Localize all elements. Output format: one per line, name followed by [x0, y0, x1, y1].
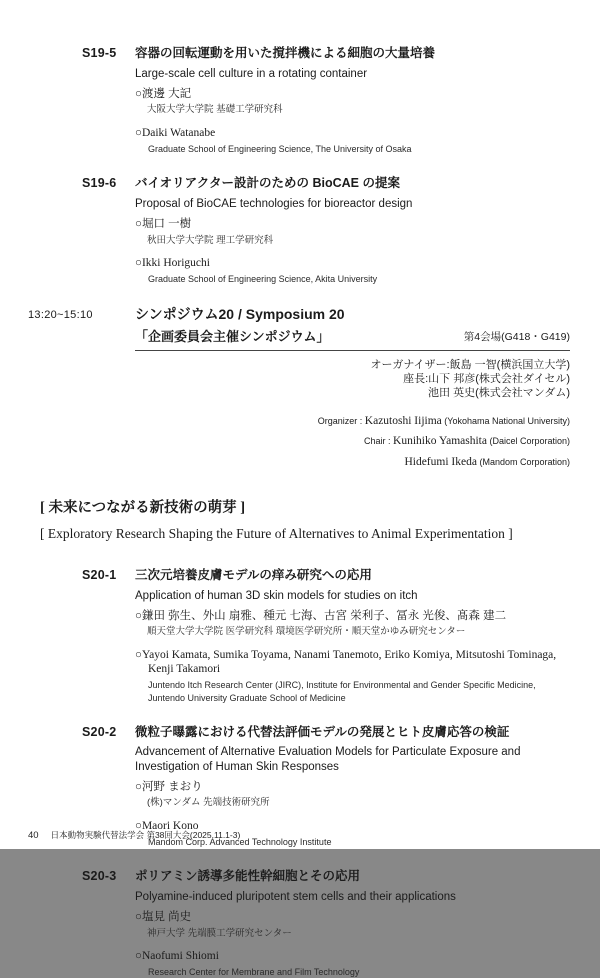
presentation-affiliation-en: Mandom Corp. Advanced Technology Institute	[148, 837, 332, 848]
presentation-authors-en: ○Ikki Horiguchi	[135, 256, 210, 269]
presentation-entry	[28, 869, 570, 978]
presentation-authors-jp: ○渡邊 大記	[135, 88, 192, 100]
presentation-code: S20-1	[82, 567, 117, 582]
presentation-authors-jp: ○河野 まおり	[135, 781, 203, 794]
presentation-affiliation-jp: (株)マンダム 先端技術研究所	[147, 797, 270, 809]
presentation-body	[135, 46, 570, 155]
chair-line-en	[135, 430, 570, 451]
session-theme-en: [ Exploratory Research Shaping the Future of Alternatives to Animal Experimentation ]	[40, 525, 513, 541]
presentation-title-jp: 容器の回転運動を用いた撹拌機による細胞の大量培養	[135, 46, 436, 60]
presentation-affiliation-en: Research Center for Membrane and Film Technology	[148, 967, 360, 978]
presentation-entry	[28, 176, 570, 285]
presentation-body	[135, 176, 570, 285]
chair-affiliation: (Daicel Corporation)	[486, 436, 570, 447]
organizer-label: Organizer :	[317, 415, 365, 426]
chair-line-jp: 座長:山下 邦彦(株式会社ダイセル)	[403, 373, 570, 386]
session-time: 13:20~15:10	[28, 309, 93, 322]
presentation-affiliation-jp: 順天堂大学大学院 医学研究科 環境医学研究所・順天堂かゆみ研究センター	[147, 626, 466, 638]
session-theme	[40, 496, 570, 542]
organizer-affiliation: (Yokohama National University)	[441, 415, 570, 426]
chair-line-en	[135, 451, 570, 472]
presentation-affiliation-jp: 秋田大学大学院 理工学研究科	[147, 234, 274, 246]
chair-affiliation: (Mandom Corporation)	[476, 457, 570, 468]
presentation-title-en: Advancement of Alternative Evaluation Models for Particulate Exposure and Investigation of Human Skin Responses	[135, 746, 521, 773]
presentation-body	[135, 869, 570, 978]
session-subtitle-row	[135, 326, 570, 345]
session-title-block	[135, 306, 570, 471]
presentation-authors-en: ○Naofumi Shiomi	[135, 949, 219, 962]
page-footer	[28, 829, 240, 841]
session-venue: 第4会場(G418・G419)	[463, 331, 570, 344]
session-title: シンポジウム20 / Symposium 20	[135, 306, 345, 323]
presentation-title-jp: 微粒子曝露における代替法評価モデルの発展とヒト皮膚応答の検証	[135, 724, 510, 739]
presentation-code: S19-6	[82, 176, 117, 191]
presentation-authors-jp: ○塩見 尚史	[135, 911, 192, 924]
chair-line-jp: 池田 英史(株式会社マンダム)	[428, 387, 570, 400]
organizers-jp	[135, 358, 570, 400]
presentation-title-jp: ポリアミン誘導多能性幹細胞とその応用	[135, 869, 361, 884]
session-subtitle: 「企画委員会主催シンポジウム」	[135, 329, 330, 345]
presentation-code: S20-3	[82, 869, 117, 884]
presentation-code: S19-5	[82, 46, 117, 60]
header-rule	[135, 350, 570, 351]
organizer-line-en	[135, 410, 570, 431]
presentation-affiliation-en: Graduate School of Engineering Science, Akita University	[148, 274, 378, 285]
presentation-authors-en: ○Yayoi Kamata, Sumika Toyama, Nanami Tanemoto, Eriko Komiya, Mitsutoshi Tominaga, Kenji Takamori	[135, 648, 557, 675]
presentation-title-jp: バイオリアクター設計のための BioCAE の提案	[135, 176, 400, 191]
presentation-authors-en: ○Daiki Watanabe	[135, 126, 216, 139]
chair-name: Hidefumi Ikeda	[404, 456, 477, 469]
presentation-body	[135, 568, 570, 704]
presentation-title-jp: 三次元培養皮膚モデルの痒み研究への応用	[135, 567, 372, 582]
presentation-affiliation-jp: 大阪大学大学院 基礎工学研究科	[147, 104, 283, 116]
session-theme-jp: [ 未来につながる新技術の萌芽 ]	[40, 499, 246, 516]
presentation-title-en: Proposal of BioCAE technologies for bioreactor design	[135, 197, 413, 210]
presentation-affiliation-jp: 神戸大学 先端膜工学研究センター	[147, 927, 292, 939]
presentation-title-en: Large-scale cell culture in a rotating container	[135, 67, 368, 80]
page-number: 40	[28, 830, 39, 841]
presentation-authors-jp: ○鎌田 弥生、外山 扇雅、種元 七海、古宮 栄利子、冨永 光俊、髙森 建二	[135, 609, 507, 622]
presentation-title-en: Polyamine-induced pluripotent stem cells and their applications	[135, 890, 456, 903]
organizer-name: Kazutoshi Iijima	[364, 414, 442, 427]
chair-label: Chair :	[364, 436, 394, 447]
presentation-authors-jp: ○堀口 一樹	[135, 218, 192, 231]
presentation-entry	[28, 46, 570, 155]
organizers-en	[135, 410, 570, 472]
presentation-code: S20-2	[82, 724, 117, 739]
presentation-authors-en: ○Maori Kono	[135, 819, 199, 832]
session-header	[28, 306, 570, 471]
footer-conference-name: 日本動物実験代替法学会 第38回大会(2025.11.1-3)	[50, 830, 241, 840]
presentation-affiliation-en: Graduate School of Engineering Science, The University of Osaka	[148, 144, 412, 155]
presentation-entry	[28, 568, 570, 704]
organizer-line-jp: オーガナイザー:飯島 一智(横浜国立大学)	[370, 359, 570, 372]
presentation-title-en: Application of human 3D skin models for studies on itch	[135, 589, 418, 602]
chair-name: Kunihiko Yamashita	[393, 435, 487, 448]
presentation-affiliation-en: Juntendo Itch Research Center (JIRC), Institute for Environmental and Gender Specific Medicine, Juntendo University Graduate School of Medicine	[148, 680, 536, 703]
